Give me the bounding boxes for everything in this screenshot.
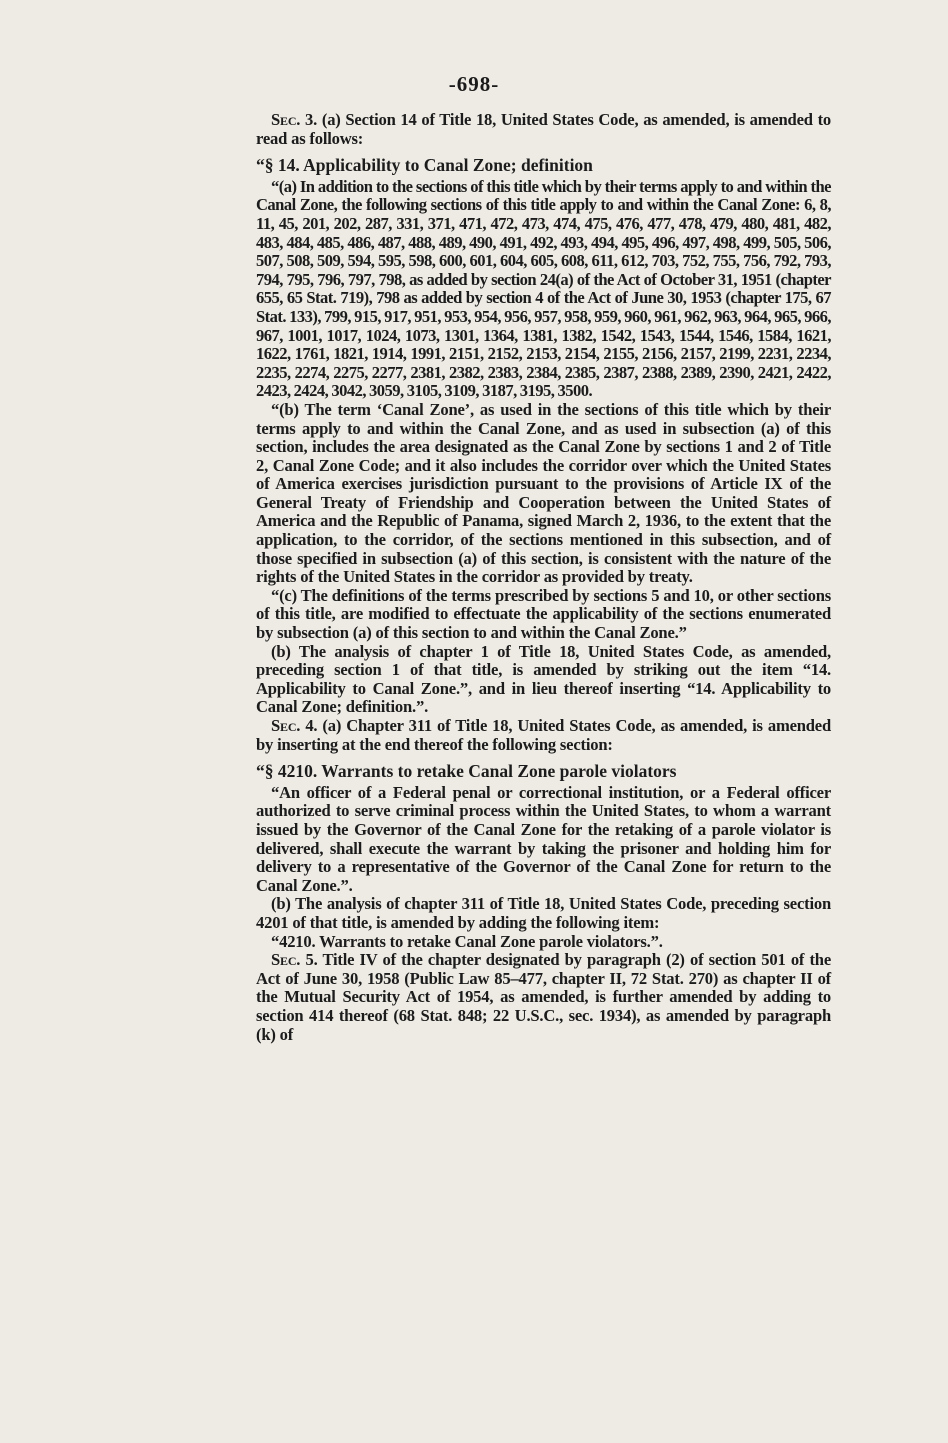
sec3-subsection-a — [256, 111, 831, 148]
sec4-a-text: 4. (a) Chapter 311 of Title 18, United States Code, as amended, is amended by inserting at the end thereof the following section: — [256, 716, 831, 754]
section-14-heading: “§ 14. Applicability to Canal Zone; definition — [256, 155, 593, 176]
page-number: -698- — [448, 72, 500, 96]
section-4210-text: “An officer of a Federal penal or correctional institution, or a Federal officer authorized to serve criminal process within the United States, to whom a warrant issued by the Governor of the Canal Zone for the retaking of a parole violator is delivered, shall execute the warrant by taking the prisoner and holding him for delivery to a representative of the Governor of the Canal Zone for return to the Canal Zone.”. — [256, 782, 831, 895]
sec4-subsection-b: (b) The analysis of chapter 311 of Title 18, United States Code, preceding section 4201 of that title, is amended by adding the following item: — [256, 894, 831, 932]
sec3-subsection-b: (b) The analysis of chapter 1 of Title 18, United States Code, as amended, preceding section 1 of that title, is amended by striking out the item “14. Applicability to Canal Zone.”, and in lieu thereof inserting “14. Applicability to Canal Zone; definition.”. — [256, 641, 831, 717]
section-4210-heading: “§ 4210. Warrants to retake Canal Zone parole violators — [256, 761, 677, 782]
sec3-a-text: 3. (a) Section 14 of Title 18, United States Code, as amended, is amended to read as follows: — [256, 110, 831, 148]
section-14-paragraph-a: “(a) In addition to the sections of this title which by their terms apply to and within the Canal Zone, the following sections of this title apply to and within the Canal Zone: 6, 8, 11, 45, 201, 202, 287, 331, 371, 471, 472, 473, 474, 475, 476, 477, 478, 479, 480, 481, 482, 483, 484, 485, 486, 487, 488, 489, 490, 491, 492, 493, 494, 495, 496, 497, 498, 499, 505, 506, 507, 508, 509, 594, 595, 598, 600, 601, 604, 605, 608, 611, 612, 703, 752, 755, 756, 792, 793, 794, 795, 796, 797, 798, as added by section 24(a) of the Act of October 31, 1951 (chapter 655, 65 Stat. 719), 798 as added by section 4 of the Act of June 30, 1953 (chapter 175, 67 Stat. 133), 799, 915, 917, 951, 953, 954, 956, 957, 958, 959, 960, 961, 962, 963, 964, 965, 966, 967, 1001, 1017, 1024, 1073, 1301, 1364, 1381, 1382, 1542, 1543, 1544, 1546, 1584, 1621, 1622, 1761, 1821, 1914, 1991, 2151, 2152, 2153, 2154, 2155, 2156, 2157, 2199, 2231, 2234, 2235, 2274, 2275, 2277, 2381, 2382, 2383, 2384, 2385, 2387, 2388, 2389, 2390, 2421, 2422, 2423, 2424, 3042, 3059, 3105, 3109, 3187, 3195, 3500. — [256, 176, 831, 401]
sec4-subsection-a — [256, 717, 831, 754]
section-label: Sec. — [271, 950, 301, 970]
section-label: Sec. — [271, 110, 301, 129]
section-label: Sec. — [271, 716, 301, 735]
section-14-paragraph-b: “(b) The term ‘Canal Zone’, as used in the sections of this title which by their terms apply to and within the Canal Zone, and as used in subsection (a) of this section, includes the area designated as the Canal Zone by sections 1 and 2 of Title 2, Canal Zone Code; and it also includes the corridor over which the United States of America exercises jurisdiction pursuant to the provisions of Article IX of the General Treaty of Friendship and Cooperation between the United States of America and the Republic of Panama, signed March 2, 1936, to the extent that the application, to the corridor, of the sections mentioned in this subsection, and of those specified in subsection (a) of this section, is consistent with the nature of the rights of the United States in the corridor as provided by treaty. — [256, 399, 831, 587]
sec5-text — [256, 951, 831, 1044]
section-14-paragraph-c: “(c) The definitions of the terms prescribed by sections 5 and 10, or other sections of this title, are modified to effectuate the applicability of the sections enumerated by subsection (a) of this section to and within the Canal Zone.” — [256, 585, 831, 643]
sec5-body: 5. Title IV of the chapter designated by paragraph (2) of section 501 of the Act of June 30, 1958 (Public Law 85–477, chapter II, 72 Stat. 270) as chapter II of the Mutual Security Act of 1954, as amended, is further amended by adding to section 414 thereof (68 Stat. 848; 22 U.S.C., sec. 1934), as amended by paragraph (k) of — [256, 950, 831, 1044]
sec4-analysis-item: “4210. Warrants to retake Canal Zone parole violators.”. — [271, 931, 663, 951]
document-body — [256, 111, 831, 1044]
